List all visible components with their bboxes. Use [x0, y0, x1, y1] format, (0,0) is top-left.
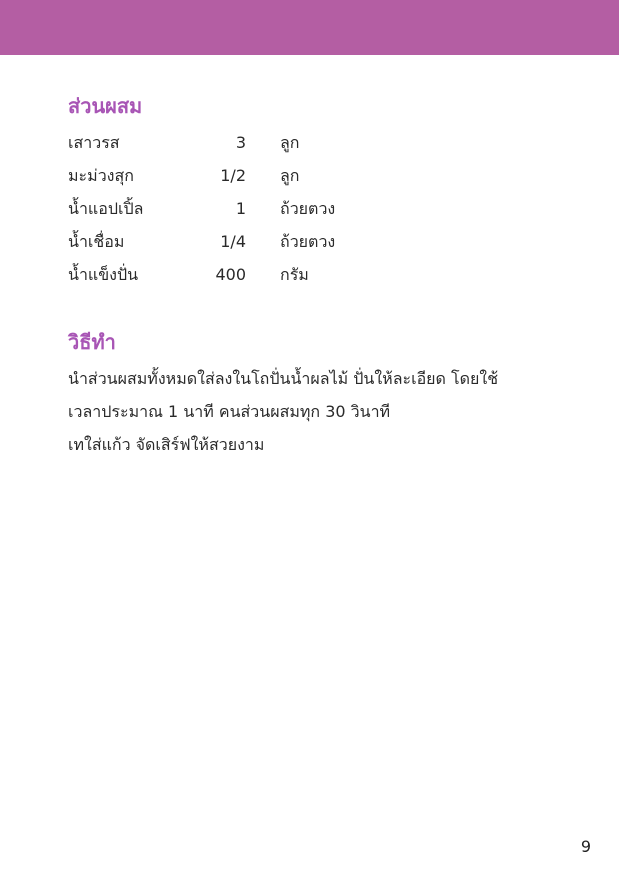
ingredient-quantity: 1 [235, 199, 246, 218]
ingredient-unit: ลูก [280, 166, 300, 185]
ingredient-row [68, 192, 388, 225]
method-title: วิธีทำ [68, 330, 116, 354]
ingredient-unit: ลูก [280, 133, 300, 152]
ingredient-quantity: 400 [215, 265, 246, 284]
ingredient-unit: กรัม [280, 265, 309, 284]
ingredient-quantity: 1/2 [220, 166, 246, 185]
method-line: เวลาประมาณ 1 นาที คนส่วนผสมทุก 30 วินาที [68, 402, 391, 421]
ingredient-unit: ถ้วยตวง [280, 232, 336, 251]
ingredient-name: น้ำแอปเปิ้ล [68, 199, 144, 218]
ingredient-name: น้ำเชื่อม [68, 232, 125, 251]
ingredient-row [68, 225, 388, 258]
ingredient-unit: ถ้วยตวง [280, 199, 336, 218]
method-line: เทใส่แก้ว จัดเสิร์ฟให้สวยงาม [68, 435, 265, 454]
method-line: นำส่วนผสมทั้งหมดใส่ลงในโถปั่นน้ำผลไม้ ปั่นให้ละเอียด โดยใช้ [68, 369, 499, 388]
ingredient-row [68, 159, 388, 192]
ingredient-quantity: 3 [235, 133, 246, 152]
ingredient-name: น้ำแข็งปั่น [68, 265, 139, 284]
ingredient-row [68, 126, 388, 159]
method-text [68, 362, 568, 461]
page-number: 9 [580, 837, 591, 856]
ingredient-list [68, 126, 388, 291]
header-band [0, 0, 619, 55]
ingredients-title: ส่วนผสม [68, 94, 143, 118]
ingredient-row [68, 258, 388, 291]
ingredient-name: เสาวรส [68, 133, 120, 152]
ingredient-name: มะม่วงสุก [68, 166, 134, 185]
ingredient-quantity: 1/4 [220, 232, 246, 251]
